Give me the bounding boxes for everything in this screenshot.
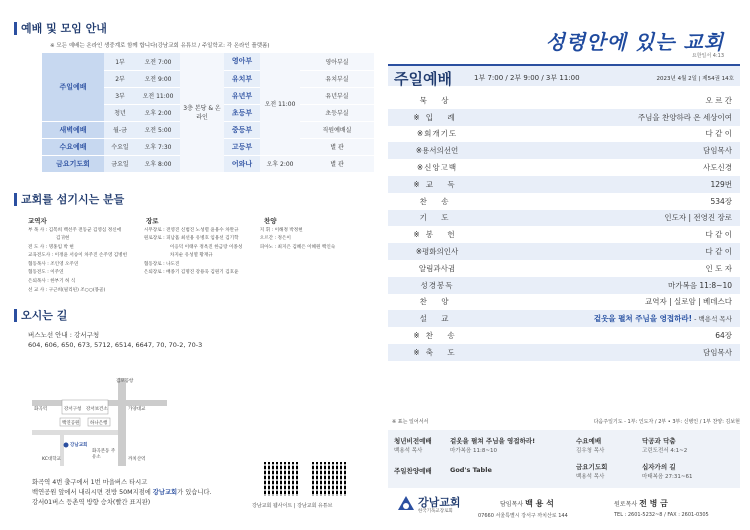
pastor-name: 백 용 석 [525,499,554,508]
order-row [388,210,740,227]
order-row [388,294,740,311]
map-label: 가양대교 [128,407,146,412]
slogan-ref: 요한일서 4:13 [691,53,724,59]
church-logo-icon [396,494,416,514]
school-place: 영아부실 [300,53,374,70]
school-place: 유치부실 [300,70,374,87]
directions-section-title: 오시는 길 [14,309,358,322]
servant-line: 지 휘 : 이해정 박정현 [259,227,303,233]
order-row [388,159,740,176]
worship-part: 금요일 [104,155,136,172]
servant-line: 협동전도 : 이주연 [28,270,64,276]
church-address: 07660 서울특별시 강서구 까치산로 144 [478,513,568,519]
worship-time: 오전 5:00 [136,121,180,138]
worship-section-title: 예배 및 모임 안내 [14,22,358,35]
order-row [388,277,740,294]
servant-line: 은퇴장로 : 배종기 김명진 강용욱 김원기 김호윤 [143,270,239,276]
bus-info [28,330,358,350]
other-services-box [388,430,740,488]
order-key: ※신앙고백 [416,163,458,173]
worship-time: 오후 8:00 [136,155,180,172]
servants-praise-list [260,227,358,296]
servants-section-title: 교회를 섬기시는 분들 [14,193,358,206]
worship-note: ※ 모든 예배는 온라인 생중계로 함께 합니다(강남교회 유튜브 / 주일학교: 각 온라인 플랫폼) [50,43,270,49]
order-value: 오 르 간 [705,95,732,105]
order-row [388,92,740,109]
school-time: 오전 11:00 [260,53,300,155]
slogan: 성령안에 있는 교회 [545,30,724,54]
bus-numbers: 604, 606, 650, 673, 5712, 6514, 6647, 70, 70-2, 70-3 [28,341,203,350]
map-label-church: 강남교회 [70,443,88,448]
directions-text [32,478,212,508]
worship-time: 오전 9:00 [136,70,180,87]
school-dept: 어와나 [224,155,260,172]
worship-time: 오전 7:00 [136,53,180,70]
order-key-text: 신앙고백 [424,163,458,173]
box-sub: 김우청 목사 [576,448,605,454]
box-title: 청년비전예배 [394,437,432,445]
servants-head-praise: 찬양 [264,216,277,225]
box-sub2: 마가복음 11:8~10 [450,448,497,454]
box-title: 금요기도회 [576,463,608,471]
order-key: ※평화의인사 [415,247,459,257]
order-value: 주님을 찬양하라 온 세상이여 [637,112,732,122]
order-of-worship [388,92,740,361]
order-row [388,226,740,243]
map-label: 화곡본동 주유소 [92,449,116,460]
servants-elders-list [144,227,260,296]
order-key-text: 봉 헌 [425,230,461,240]
order-value: 인도자 | 전영진 장로 [664,213,732,223]
order-row [388,109,740,126]
box-title: 수요예배 [576,437,602,445]
order-row [388,327,740,344]
servant-line: 교육전도사 : 이정윤 서승이 차주진 손주영 김병헌 [28,253,128,259]
servant-line: 이응덕 이태우 정옥진 한금랑 이종성 [169,244,243,250]
map-label: 강서구청 [64,407,82,412]
school-dept: 유년부 [224,87,260,104]
worship-time: 오전 11:00 [136,87,180,104]
box-sub2: 마태복음 27:31~61 [642,474,693,480]
school-place: 별 관 [300,155,374,172]
right-page [378,0,750,530]
elder-info [614,498,668,509]
servants-body [28,227,358,296]
worship-time: 오후 2:00 [136,104,180,121]
order-key-text: 입 례 [425,112,461,122]
servant-line: 부 목 사 : 김복희 백선주 전동균 김영심 정신애 [28,227,122,233]
servant-line: 피아노 : 최지은 김혜은 이혜원 백인숙 [259,244,336,250]
map-label: 화곡역 [34,407,48,412]
school-dept: 고등부 [224,138,260,155]
worship-place-text: 3층 본당 & 온라인 [183,105,221,122]
school-dept: 중등부 [224,121,260,138]
order-key-text: 찬 송 [425,331,461,341]
order-value: 인 도 자 [705,263,732,273]
order-key: 성경봉독 [420,280,454,290]
order-value: 64장 [715,331,732,341]
qr-labels: 강남교회 웹사이트 | 강남교회 유튜브 [252,503,333,509]
order-value: 534장 [710,196,732,206]
order-row [388,126,740,143]
order-key-text: 용서의선언 [422,146,459,156]
service-date: 2023년 4월 2일 | 제54권 14호 [656,76,734,82]
youtube-qr-icon[interactable] [312,462,346,496]
church-sub: 한국기독교장로회 [418,509,453,514]
order-value: 다 같 이 [705,129,732,139]
worship-part: 1부 [104,53,136,70]
box-title2: 십자가의 길 [642,463,676,471]
school-place: 초등부실 [300,104,374,121]
order-row [388,344,740,361]
servants-clergy-list [28,227,144,296]
map-label: KC대학교 [42,457,61,462]
order-value: 교역자 | 실로암 | 베데스다 [644,297,732,307]
box-title2: God's Table [450,466,492,474]
servant-line: 협동장로 : 나도진 [143,261,180,267]
order-key: 알림과사귐 [418,263,456,273]
order-key-text: 교 독 [425,179,461,189]
map-label: 까치산역 [128,457,146,462]
servants-head-elders: 장로 [146,216,159,225]
school-place: 별 관 [300,138,374,155]
directions-line: 가 있습니다. [177,489,212,496]
servant-line: 선 교 사 : 구근희(필리핀) 조○○(몽골) [28,287,106,293]
order-key: 찬 양 [419,297,455,307]
order-key: ※입 례 [413,112,461,122]
order-value: 다 같 이 [705,230,732,240]
order-value: 담임목사 [703,146,732,156]
box-title2: 닥공과 닥춤 [642,437,676,445]
worship-place [180,53,224,172]
order-note: ※ 표는 일어서서 [392,419,429,425]
order-key-text: 회개기도 [424,129,458,139]
order-key-text: 축 도 [425,347,461,357]
servant-line: 김귀현 [56,236,70,242]
worship-part: 2부 [104,70,136,87]
left-page [0,0,372,530]
elder-label: 원로목사 [614,501,638,508]
servants-head-clergy: 교역자 [28,216,47,225]
order-key: 찬 송 [419,196,455,206]
servant-line: 시무장로 : 전영진 신범진 노성렬 윤용수 차완규 [143,227,239,233]
service-title: 주일예배 [394,70,452,88]
order-row [388,260,740,277]
order-key: ※봉 헌 [413,230,461,240]
map-label: 하나은행 [90,421,108,426]
directions-line: 백연공원 앞에서 내리시면 전방 50M지점에 [32,489,151,496]
servant-line: 전 도 사 : 명홍임 박 현 [28,244,74,250]
directions-line: 화곡역 4번 출구에서 1번 마을버스 타시고 [32,479,148,486]
school-place: 유년부실 [300,87,374,104]
box-sub: 백용석 목사 [576,474,605,480]
order-value: 담임목사 [703,347,732,357]
school-dept: 영아부 [224,53,260,70]
pastor-label: 담임목사 [500,501,524,508]
worship-part: 청년 [104,104,136,121]
order-key: ※교 독 [413,179,461,189]
box-sub: 백용석 목사 [394,448,423,454]
map-label: 백연공원 [62,421,80,426]
service-times: 1부 7:00 / 2부 9:00 / 3부 11:00 [474,74,580,82]
servant-line: 원로장로 : 피남흡 최선용 유병호 임용선 김기학 [143,236,239,242]
directions-highlight: 강남교회 [152,489,178,496]
box-title: 주일찬양예배 [394,467,432,475]
order-key-text: 평화의인사 [422,247,459,257]
box-title2: 겉옷을 펼쳐 주님을 영접하라! [450,437,536,445]
order-key: ※용서의선언 [415,146,459,156]
box-sub2: 고린도전서 4:1~2 [642,448,688,454]
school-dept: 초등부 [224,104,260,121]
order-key: 기 도 [419,213,455,223]
school-dept: 유치부 [224,70,260,87]
next-week-note: 다음주일기도 - 1부: 인도자 / 2부 • 3부: 신병인 / 1부 찬양: 김보현 [593,419,740,425]
order-key: 묵 상 [419,95,455,105]
order-row [388,193,740,210]
order-key: 설 교 [419,314,455,324]
order-key: ※찬 송 [413,331,461,341]
school-place: 직원예배실 [300,121,374,138]
order-value: 사도신경 [703,163,732,173]
worship-part: 수요일 [104,138,136,155]
sermon-title: 겉옷을 펼쳐 주님을 영접하라! [593,314,693,324]
website-qr-icon[interactable] [264,462,298,496]
worship-part: 3부 [104,87,136,104]
worship-time: 오후 7:30 [136,138,180,155]
order-value: 다 같 이 [705,247,732,257]
elder-name: 전 병 금 [639,499,668,508]
qr-label-youtube: 강남교회 유튜브 [297,503,333,509]
servant-line: 오르간 : 정은이 [259,236,291,242]
servant-line: 은퇴목사 : 한부기 허 식 [28,279,76,285]
friday-prayer-label: 금요기도회 [42,155,104,172]
worship-schedule-table [42,53,374,173]
servant-line: 차지순 유성열 황재규 [169,253,213,259]
qr-label-website: 강남교회 웹사이트 [252,503,293,509]
order-key: ※회개기도 [416,129,458,139]
order-row [388,176,740,193]
worship-part: 월-금 [104,121,136,138]
dawn-worship-label: 새벽예배 [42,121,104,138]
order-key: ※축 도 [413,347,461,357]
order-row [388,310,740,327]
servant-line: 협동목사 : 조인영 오주연 [28,261,79,267]
order-row [388,243,740,260]
school-time: 오후 2:00 [260,155,300,172]
order-value: 마가복음 11:8~10 [667,280,732,290]
church-name: 강남교회 [418,496,461,509]
order-value [486,313,740,324]
bus-label: 버스노선 안내 : 강서구청 [28,331,100,340]
map-label: 강서보건소 [86,407,108,412]
sermon-preacher: - 백용석 목사 [692,315,732,324]
map-label: 김포공항 [116,379,134,384]
sunday-worship-label: 주일예배 [42,53,104,121]
service-header [388,64,740,86]
servants-header [28,216,358,225]
order-value: 129번 [710,179,732,189]
order-row [388,142,740,159]
directions-map [32,378,167,466]
church-tel: TEL : 2601-5232~8 / FAX : 2601-0305 [614,512,709,518]
pastor-info [500,498,554,509]
directions-line: 강서01버스 등촌역 방향 승차(빨간 표지판) [32,499,151,506]
wednesday-worship-label: 수요예배 [42,138,104,155]
